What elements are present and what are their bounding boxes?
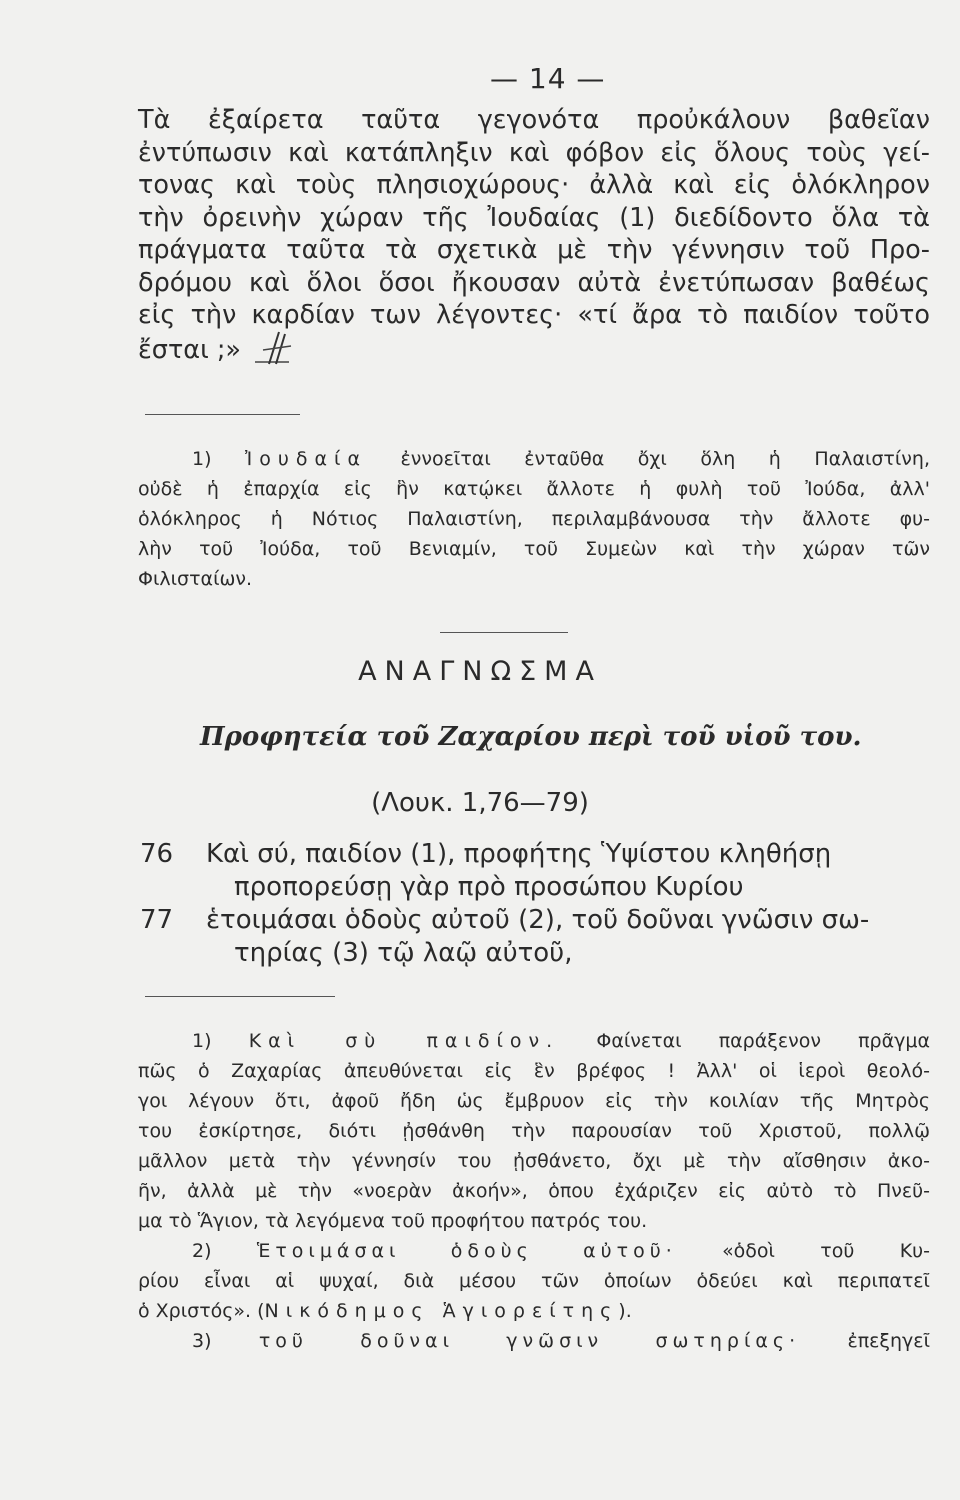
verse-text: ἑτοιμάσαι ὁδοὺς αὐτοῦ (2), τοῦ δοῦναι γνῶσιν σω- (206, 905, 870, 935)
paragraph-line: ἐντύπωσιν καὶ κατάπληξιν καὶ φόβον εἰς ὅλους τοὺς γεί- (138, 137, 930, 168)
scripture-reference: (Λουκ. 1,76—79) (371, 788, 589, 818)
verse-line (140, 937, 930, 970)
verse-line (140, 838, 930, 871)
verse-text: τηρίας (3) τῷ λαῷ αὐτοῦ, (234, 938, 573, 968)
footnote-block-1 (138, 444, 930, 594)
main-paragraph (138, 104, 930, 370)
footnote-line: ρίου εἶναι αἱ ψυχαί, διὰ μέσου τῶν ὁποίων ὁδεύει καὶ περιπατεῖ (138, 1270, 930, 1292)
section-heading: ΑΝΑΓΝΩΣΜΑ (358, 656, 602, 687)
footnote-line: ὁλόκληρος ἡ Νότιος Παλαιστίνη, περιλαμβάνουσα τὴν ἄλλοτε φυ- (138, 508, 930, 530)
footnote-line: οὐδὲ ἡ ἐπαρχία εἰς ἣν κατῴκει ἄλλοτε ἡ φυλὴ τοῦ Ἰούδα, ἀλλ' (138, 478, 930, 500)
footnote-block-2 (138, 1026, 930, 1356)
footnote-text: «ὁδοὶ τοῦ Κυ- (722, 1240, 930, 1262)
verse-text: Καὶ σύ, παιδίον (1), προφήτης Ὑψίστου κληθήσῃ (206, 839, 832, 869)
verse-number: 76 (140, 839, 174, 869)
footnote-line: μᾶλλον μετὰ τὴν γέννησίν του ᾐσθάνετο, ὄχι μὲ τὴν αἴσθησιν ἀκο- (138, 1150, 930, 1172)
footnote-term: Ἰουδαία (245, 448, 367, 470)
verse-text: προπορεύσῃ γὰρ πρὸ προσώπου Κυρίου (234, 872, 744, 902)
footnote-line (138, 1296, 930, 1326)
paragraph-line: Τὰ ἐξαίρετα ταῦτα γεγονότα προὐκάλουν βαθεῖαν (138, 105, 930, 135)
footnote-text: ). (618, 1300, 632, 1322)
paragraph-line: πράγματα ταῦτα τὰ σχετικὰ μὲ τὴν γέννησιν τοῦ Προ- (138, 235, 930, 265)
footnote-number: 3) (192, 1330, 212, 1352)
footnote-line: πῶς ὁ Ζαχαρίας ἀπευθύνεται εἰς ἓν βρέφος ! Ἀλλ' οἱ ἱεροὶ θεολό- (138, 1060, 930, 1082)
footnote-term: Καὶ σὺ παιδίον. (248, 1030, 560, 1052)
section-subheading: Προφητεία τοῦ Ζαχαρίου περὶ τοῦ υἱοῦ του. (200, 722, 862, 752)
footnote-line: γοι λέγουν ὅτι, ἀφοῦ ἤδη ὡς ἔμβρυον εἰς τὴν κοιλίαν τῆς Μητρὸς (138, 1090, 930, 1112)
footnote-text: ἐννοεῖται ἐνταῦθα ὄχι ὅλη ἡ Παλαιστίνη, (400, 448, 930, 470)
paragraph-line: ἔσται ;» (138, 334, 242, 365)
verse-block (140, 838, 930, 970)
paragraph-line: τὴν ὀρεινὴν χώραν τῆς Ἰουδαίας (1) διεδίδοντο ὅλα τὰ (138, 202, 930, 233)
footnote-line (138, 1236, 930, 1266)
footnote-text: Φαίνεται παράξενον πρᾶγμα (596, 1030, 931, 1052)
paragraph-line: δρόμου καὶ ὅλοι ὅσοι ἤκουσαν αὐτὰ ἐνετύπωσαν βαθέως (138, 267, 930, 298)
footnote-author: Νικόδημος Ἁγιορείτης (264, 1300, 619, 1322)
footnote-term: τοῦ δοῦναι γνῶσιν σωτηρίας· (258, 1330, 801, 1352)
footnote-number: 2) (192, 1240, 212, 1262)
footnote-line: Φιλισταίων. (138, 568, 253, 590)
footnote-separator (145, 996, 335, 997)
footnote-number: 1) (192, 448, 212, 470)
paragraph-line: εἰς τὴν καρδίαν των λέγοντες· «τί ἄρα τὸ παιδίον τοῦτο (138, 300, 930, 330)
footnote-line: μα τὸ Ἅγιον, τὰ λεγόμενα τοῦ προφήτου πατρός του. (138, 1210, 648, 1232)
page-number: — 14 — (490, 62, 606, 95)
paragraph-line: τονας καὶ τοὺς πλησιοχώρους· ἀλλὰ καὶ εἰς ὁλόκληρον (138, 170, 930, 200)
footnote-line (138, 1326, 930, 1356)
verse-number: 77 (140, 905, 174, 935)
footnote-line: ῆν, ἀλλὰ μὲ τὴν «νοερὰν ἀκοήν», ὁπου ἐχάριζεν εἰς αὐτὸ τὸ Πνεῦ- (138, 1180, 930, 1202)
footnote-line (138, 1026, 930, 1056)
paragraph-last-line (138, 332, 930, 370)
verse-line (140, 904, 930, 937)
footnote-text: ἐπεξηγεῖ (847, 1330, 930, 1352)
footnote-separator (145, 414, 300, 415)
verse-line (140, 871, 930, 904)
footnote-number: 1) (192, 1030, 212, 1052)
handwritten-mark-icon (249, 328, 301, 366)
footnote-text: ὁ Χριστός». ( (138, 1300, 265, 1322)
footnote-line: λὴν τοῦ Ἰούδα, τοῦ Βενιαμίν, τοῦ Συμεὼν καὶ τὴν χώραν τῶν (138, 538, 930, 560)
footnote-line: του ἐσκίρτησε, διότι ᾐσθάνθη τὴν παρουσίαν τοῦ Χριστοῦ, πολλῷ (138, 1120, 930, 1142)
section-separator (440, 632, 568, 633)
footnote-line (138, 444, 930, 474)
footnote-term: Ἑτοιμάσαι ὁδοὺς αὐτοῦ· (256, 1240, 677, 1262)
